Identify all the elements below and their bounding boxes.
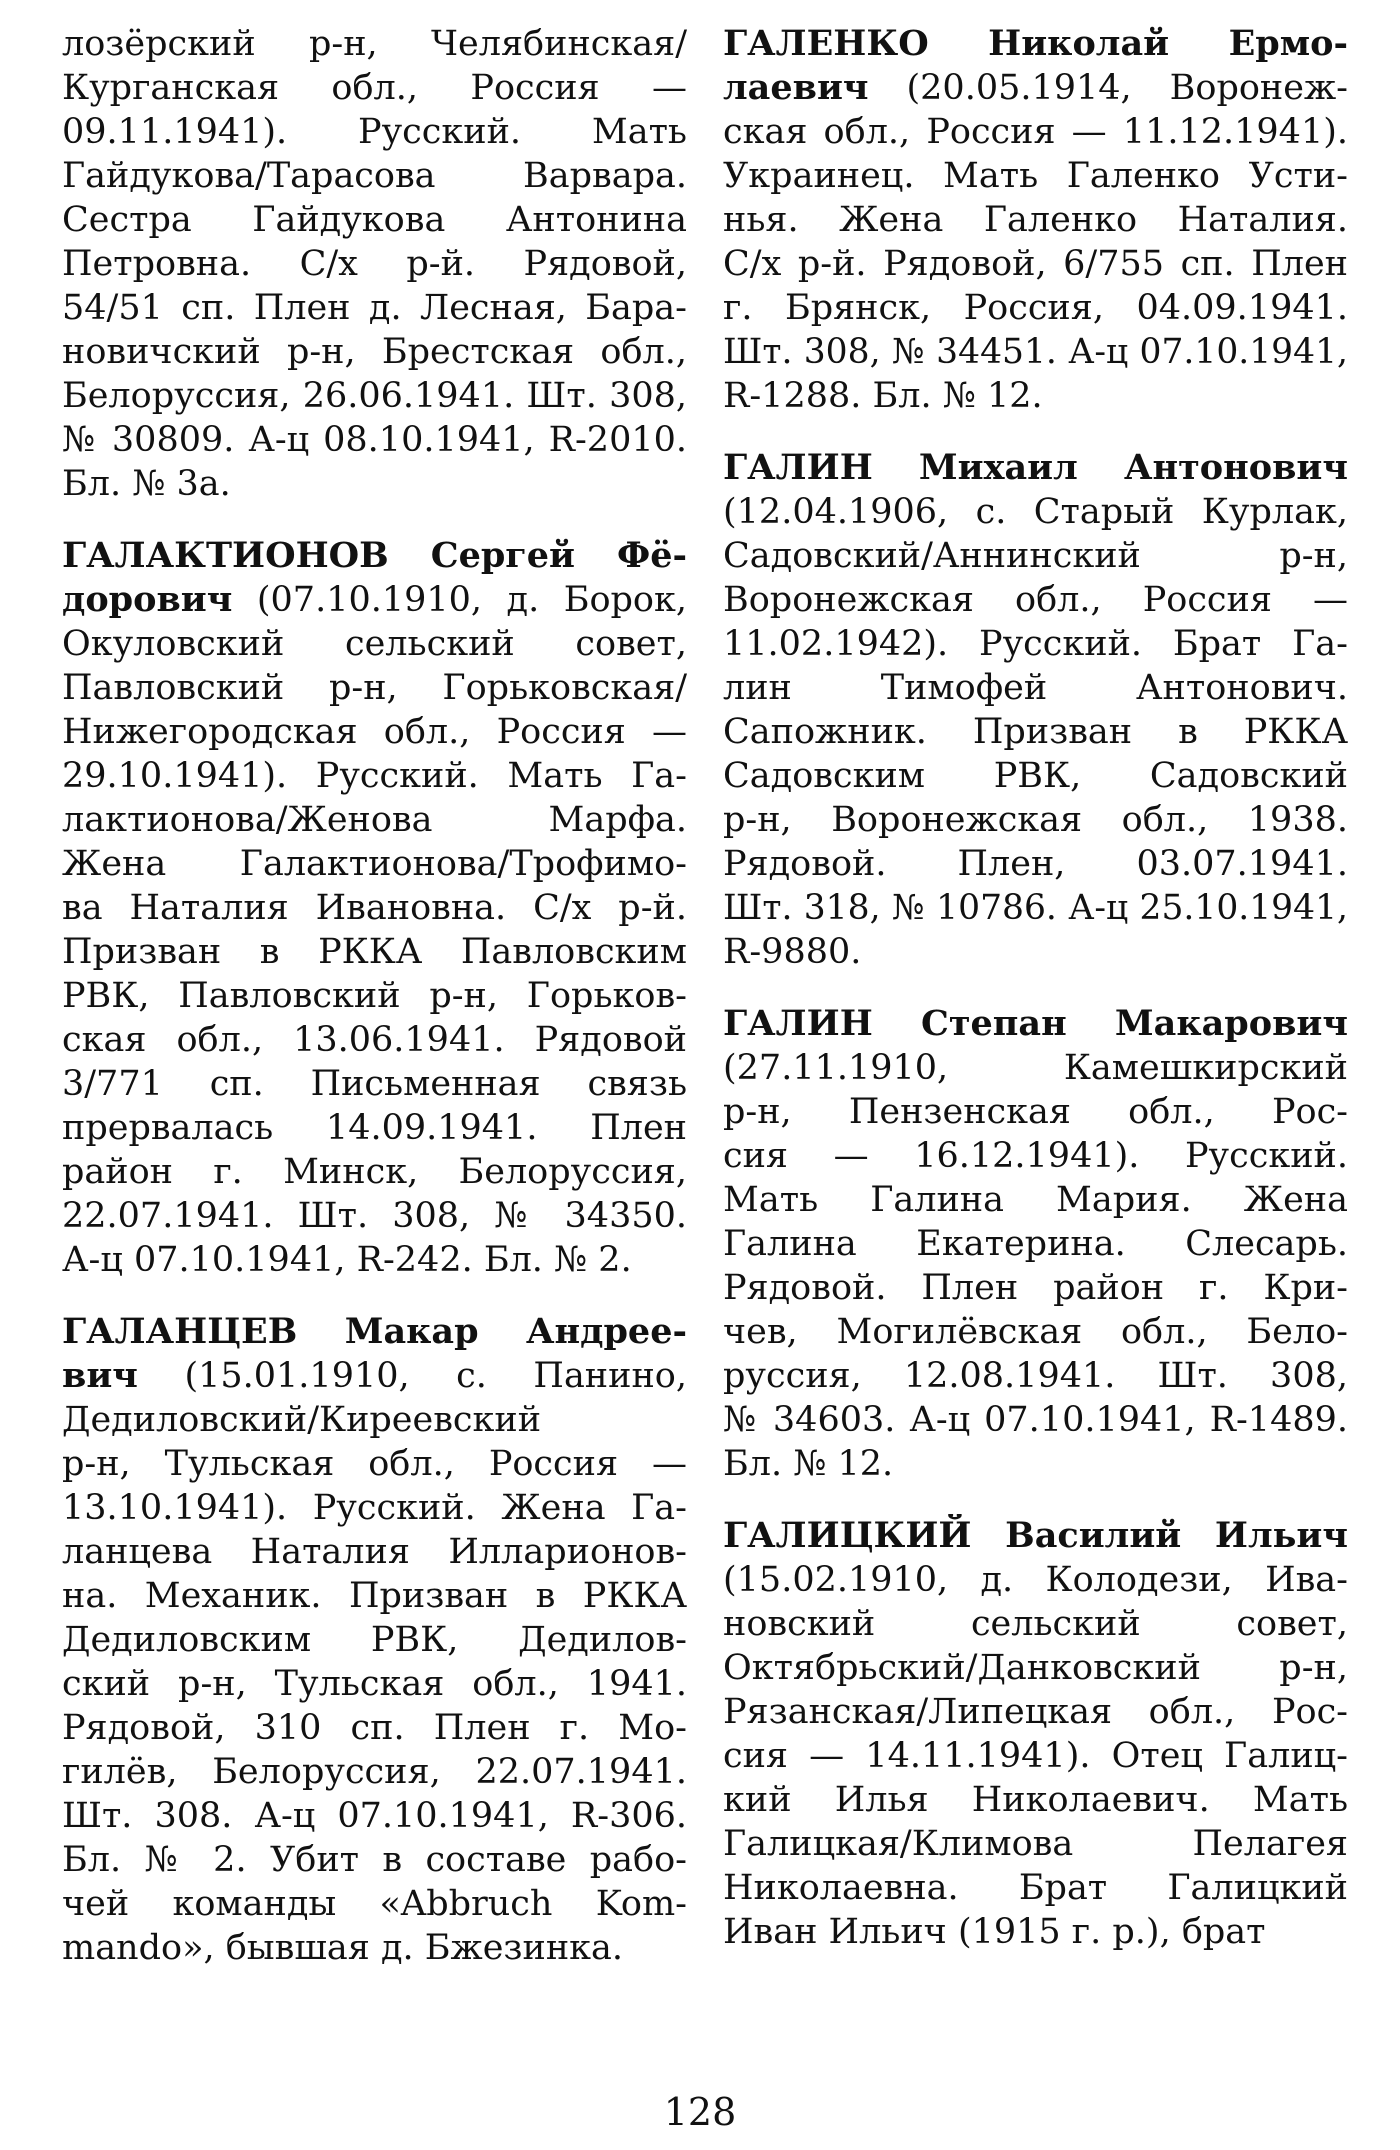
entry-name: ГАЛИН Михаил Антонович	[723, 447, 1348, 488]
text-line	[62, 1574, 687, 1618]
entry-text: Рязанская/Липецкая обл., Рос-	[723, 1692, 1348, 1732]
entry-text: р-н, Тульская обл., Россия —	[62, 1444, 687, 1484]
text-line	[723, 490, 1348, 534]
text-line	[723, 1222, 1348, 1266]
entry-text: Бл. № 2. Убит в составе рабо-	[62, 1840, 687, 1880]
entry-text: Нижегородская обл., Россия —	[62, 712, 687, 752]
entry-text: 29.10.1941). Русский. Мать Га-	[62, 756, 687, 796]
text-line	[62, 154, 687, 198]
entry-text: руссия, 12.08.1941. Шт. 308,	[723, 1356, 1348, 1396]
entry-name: ГАЛИЦКИЙ Василий Ильич	[723, 1515, 1348, 1556]
entry-text: Николаевна. Брат Галицкий	[723, 1868, 1348, 1908]
entry-text: чев, Могилёвская обл., Бело-	[723, 1312, 1348, 1352]
text-line	[62, 418, 687, 462]
entry-text: Павловский р-н, Горьковская/	[62, 668, 687, 708]
text-line	[723, 110, 1348, 154]
text-line	[723, 1778, 1348, 1822]
entry-text: № 30809. А-ц 08.10.1941, R-2010.	[62, 420, 687, 460]
text-line	[62, 1618, 687, 1662]
entry-text: Петровна. С/х р-й. Рядовой,	[62, 244, 687, 284]
text-line	[62, 710, 687, 754]
entry-text: Шт. 318, № 10786. А-ц 25.10.1941,	[723, 888, 1348, 928]
text-line	[62, 1194, 687, 1238]
entry-text: р-н, Пензенская обл., Рос-	[723, 1092, 1348, 1132]
entry-text: Дедиловский/Киреевский	[62, 1400, 542, 1440]
entry-text: прервалась 14.09.1941. Плен	[62, 1108, 687, 1148]
text-line	[62, 1442, 687, 1486]
entry-text: 09.11.1941). Русский. Мать	[62, 112, 687, 152]
entry-text: ва Наталия Ивановна. С/х р-й.	[62, 888, 687, 928]
entry-name: ГАЛЕНКО Николай Ермо-	[723, 23, 1348, 64]
text-line	[62, 1794, 687, 1838]
entry-text: (27.11.1910, Камешкирский	[723, 1048, 1348, 1088]
text-line	[723, 242, 1348, 286]
text-line	[62, 198, 687, 242]
text-line	[723, 1310, 1348, 1354]
text-line	[723, 1822, 1348, 1866]
page-number: 128	[663, 2090, 737, 2134]
text-line	[723, 1442, 1348, 1486]
text-line	[723, 1646, 1348, 1690]
text-line	[62, 1150, 687, 1194]
text-line	[723, 930, 1348, 974]
text-line	[62, 1750, 687, 1794]
entry-text: Дедиловским РВК, Дедилов-	[62, 1620, 687, 1660]
text-line	[723, 1514, 1348, 1558]
text-line	[723, 1690, 1348, 1734]
text-line	[723, 1734, 1348, 1778]
entry-text: лозёрский р-н, Челябинская/	[62, 24, 687, 64]
text-line	[62, 1530, 687, 1574]
text-line	[723, 22, 1348, 66]
text-line	[62, 330, 687, 374]
text-line	[62, 462, 687, 506]
entry-name: ГАЛАКТИОНОВ Сергей Фё-	[62, 535, 687, 576]
text-line	[62, 798, 687, 842]
text-line	[62, 842, 687, 886]
entry-text: р-н, Воронежская обл., 1938.	[723, 800, 1348, 840]
text-line	[723, 1602, 1348, 1646]
text-line	[62, 1018, 687, 1062]
entry-text: 13.10.1941). Русский. Жена Га-	[62, 1488, 687, 1528]
right-column	[723, 22, 1348, 1982]
entry-text: Гайдукова/Тарасова Варвара.	[62, 156, 687, 196]
entry-text: 54/51 сп. Плен д. Лесная, Бара-	[62, 288, 687, 328]
text-line	[62, 1706, 687, 1750]
entry-text: (12.04.1906, с. Старый Курлак,	[723, 492, 1348, 532]
text-line	[723, 1134, 1348, 1178]
entry	[723, 22, 1348, 418]
entry-text: (07.10.1910, д. Борок,	[232, 580, 687, 620]
entry-text: mando», бывшая д. Бжезинка.	[62, 1928, 624, 1968]
entry-text: чей команды «Abbruch Kom-	[62, 1884, 687, 1924]
entry-text: Курганская обл., Россия —	[62, 68, 687, 108]
entry-text: № 34603. А-ц 07.10.1941, R-1489.	[723, 1400, 1348, 1440]
entry-text: R-1288. Бл. № 12.	[723, 376, 1043, 416]
text-line	[723, 1910, 1348, 1954]
text-line	[723, 534, 1348, 578]
entry	[723, 446, 1348, 974]
text-line	[62, 110, 687, 154]
entry-text: новский сельский совет,	[723, 1604, 1348, 1644]
entry-text: Садовский/Аннинский р-н,	[723, 536, 1348, 576]
text-line	[62, 930, 687, 974]
text-line	[62, 1238, 687, 1282]
entry-text: новичский р-н, Брестская обл.,	[62, 332, 687, 372]
entry-text: на. Механик. Призван в РККА	[62, 1576, 687, 1616]
entry-text: Бл. № 12.	[723, 1444, 894, 1484]
text-line	[723, 1178, 1348, 1222]
text-line	[62, 286, 687, 330]
text-line	[723, 1866, 1348, 1910]
entry	[723, 1002, 1348, 1486]
entry-text: Окуловский сельский совет,	[62, 624, 687, 664]
entry-text: R-9880.	[723, 932, 862, 972]
entry-text: нья. Жена Галенко Наталия.	[723, 200, 1348, 240]
text-line	[62, 1838, 687, 1882]
entry-text: 22.07.1941. Шт. 308, № 34350.	[62, 1196, 687, 1236]
text-line	[723, 446, 1348, 490]
entry	[62, 534, 687, 1282]
entry-text: гилёв, Белоруссия, 22.07.1941.	[62, 1752, 687, 1792]
text-line	[62, 1398, 687, 1442]
entry-text: ский р-н, Тульская обл., 1941.	[62, 1664, 687, 1704]
entry-text: Сестра Гайдукова Антонина	[62, 200, 687, 240]
text-line	[62, 1662, 687, 1706]
entry-text: А-ц 07.10.1941, R-242. Бл. № 2.	[62, 1240, 632, 1280]
entry-text: Шт. 308. А-ц 07.10.1941, R-306.	[62, 1796, 687, 1836]
text-line	[62, 1106, 687, 1150]
text-line	[723, 578, 1348, 622]
text-line	[723, 1266, 1348, 1310]
entry-text: г. Брянск, Россия, 04.09.1941.	[723, 288, 1348, 328]
text-line	[723, 622, 1348, 666]
text-line	[723, 1002, 1348, 1046]
text-line	[723, 754, 1348, 798]
text-line	[723, 1558, 1348, 1602]
entry-text: (20.05.1914, Воронеж-	[868, 68, 1348, 108]
entry-text: (15.02.1910, д. Колодези, Ива-	[723, 1560, 1348, 1600]
text-line	[62, 1882, 687, 1926]
entry-name: лаевич	[723, 67, 869, 108]
text-line	[62, 886, 687, 930]
text-line	[723, 1090, 1348, 1134]
entry-text: Украинец. Мать Галенко Усти-	[723, 156, 1348, 196]
text-line	[723, 154, 1348, 198]
text-line	[723, 1354, 1348, 1398]
text-line	[62, 66, 687, 110]
entry-text: Жена Галактионова/Трофимо-	[62, 844, 687, 884]
entry-text: сия — 14.11.1941). Отец Галиц-	[723, 1736, 1348, 1776]
entry-name: дорович	[62, 579, 233, 620]
text-line	[62, 1486, 687, 1530]
entry-text: РВК, Павловский р-н, Горьков-	[62, 976, 687, 1016]
entry-text: Воронежская обл., Россия —	[723, 580, 1348, 620]
entry-text: Октябрьский/Данковский р-н,	[723, 1648, 1348, 1688]
text-line	[62, 1926, 687, 1970]
text-line	[723, 1398, 1348, 1442]
entry-name: ГАЛАНЦЕВ Макар Андрее-	[62, 1311, 687, 1352]
entry-text: Иван Ильич (1915 г. р.), брат	[723, 1912, 1266, 1952]
entry-text: Шт. 308, № 34451. А-ц 07.10.1941,	[723, 332, 1348, 372]
entry-text: С/х р-й. Рядовой, 6/755 сп. Плен	[723, 244, 1348, 284]
entry-text: Бл. № 3а.	[62, 464, 231, 504]
entry-text: Галицкая/Климова Пелагея	[723, 1824, 1348, 1864]
entry-text: район г. Минск, Белоруссия,	[62, 1152, 687, 1192]
entry-text: Белоруссия, 26.06.1941. Шт. 308,	[62, 376, 687, 416]
entry-text: ская обл., 13.06.1941. Рядовой	[62, 1020, 687, 1060]
entry-text: 3/771 сп. Письменная связь	[62, 1064, 687, 1104]
text-line	[723, 798, 1348, 842]
text-line	[723, 886, 1348, 930]
text-line	[62, 22, 687, 66]
text-line	[62, 666, 687, 710]
text-line	[723, 66, 1348, 110]
text-line	[723, 842, 1348, 886]
text-line	[723, 1046, 1348, 1090]
entry	[62, 1310, 687, 1970]
entry-text: Призван в РККА Павловским	[62, 932, 687, 972]
left-column	[62, 22, 687, 1998]
text-line	[62, 1310, 687, 1354]
entry-text: сия — 16.12.1941). Русский.	[723, 1136, 1348, 1176]
entry-name: ГАЛИН Степан Макарович	[723, 1003, 1348, 1044]
entry-text: (15.01.1910, с. Панино,	[137, 1356, 687, 1396]
text-line	[62, 534, 687, 578]
entry	[62, 22, 687, 506]
entry-text: 11.02.1942). Русский. Брат Га-	[723, 624, 1348, 664]
text-line	[62, 754, 687, 798]
entry-text: Рядовой, 310 сп. Плен г. Мо-	[62, 1708, 687, 1748]
text-line	[723, 330, 1348, 374]
entry-text: кий Илья Николаевич. Мать	[723, 1780, 1348, 1820]
text-line	[723, 374, 1348, 418]
entry-text: Рядовой. Плен район г. Кри-	[723, 1268, 1348, 1308]
text-line	[62, 578, 687, 622]
entry-text: лин Тимофей Антонович.	[723, 668, 1348, 708]
text-line	[723, 666, 1348, 710]
entry-text: Рядовой. Плен, 03.07.1941.	[723, 844, 1348, 884]
text-line	[62, 1062, 687, 1106]
entry-text: Мать Галина Мария. Жена	[723, 1180, 1348, 1220]
text-line	[723, 710, 1348, 754]
text-line	[62, 374, 687, 418]
entry-text: Садовским РВК, Садовский	[723, 756, 1348, 796]
text-line	[62, 242, 687, 286]
entry-text: лактионова/Женова Марфа.	[62, 800, 687, 840]
text-line	[723, 198, 1348, 242]
entry-name: вич	[62, 1355, 138, 1396]
text-line	[723, 286, 1348, 330]
text-line	[62, 974, 687, 1018]
entry-text: ская обл., Россия — 11.12.1941).	[723, 112, 1348, 152]
text-line	[62, 1354, 687, 1398]
entry-text: ланцева Наталия Илларионов-	[62, 1532, 687, 1572]
entry	[723, 1514, 1348, 1954]
entry-text: Галина Екатерина. Слесарь.	[723, 1224, 1348, 1264]
entry-text: Сапожник. Призван в РККА	[723, 712, 1348, 752]
text-line	[62, 622, 687, 666]
